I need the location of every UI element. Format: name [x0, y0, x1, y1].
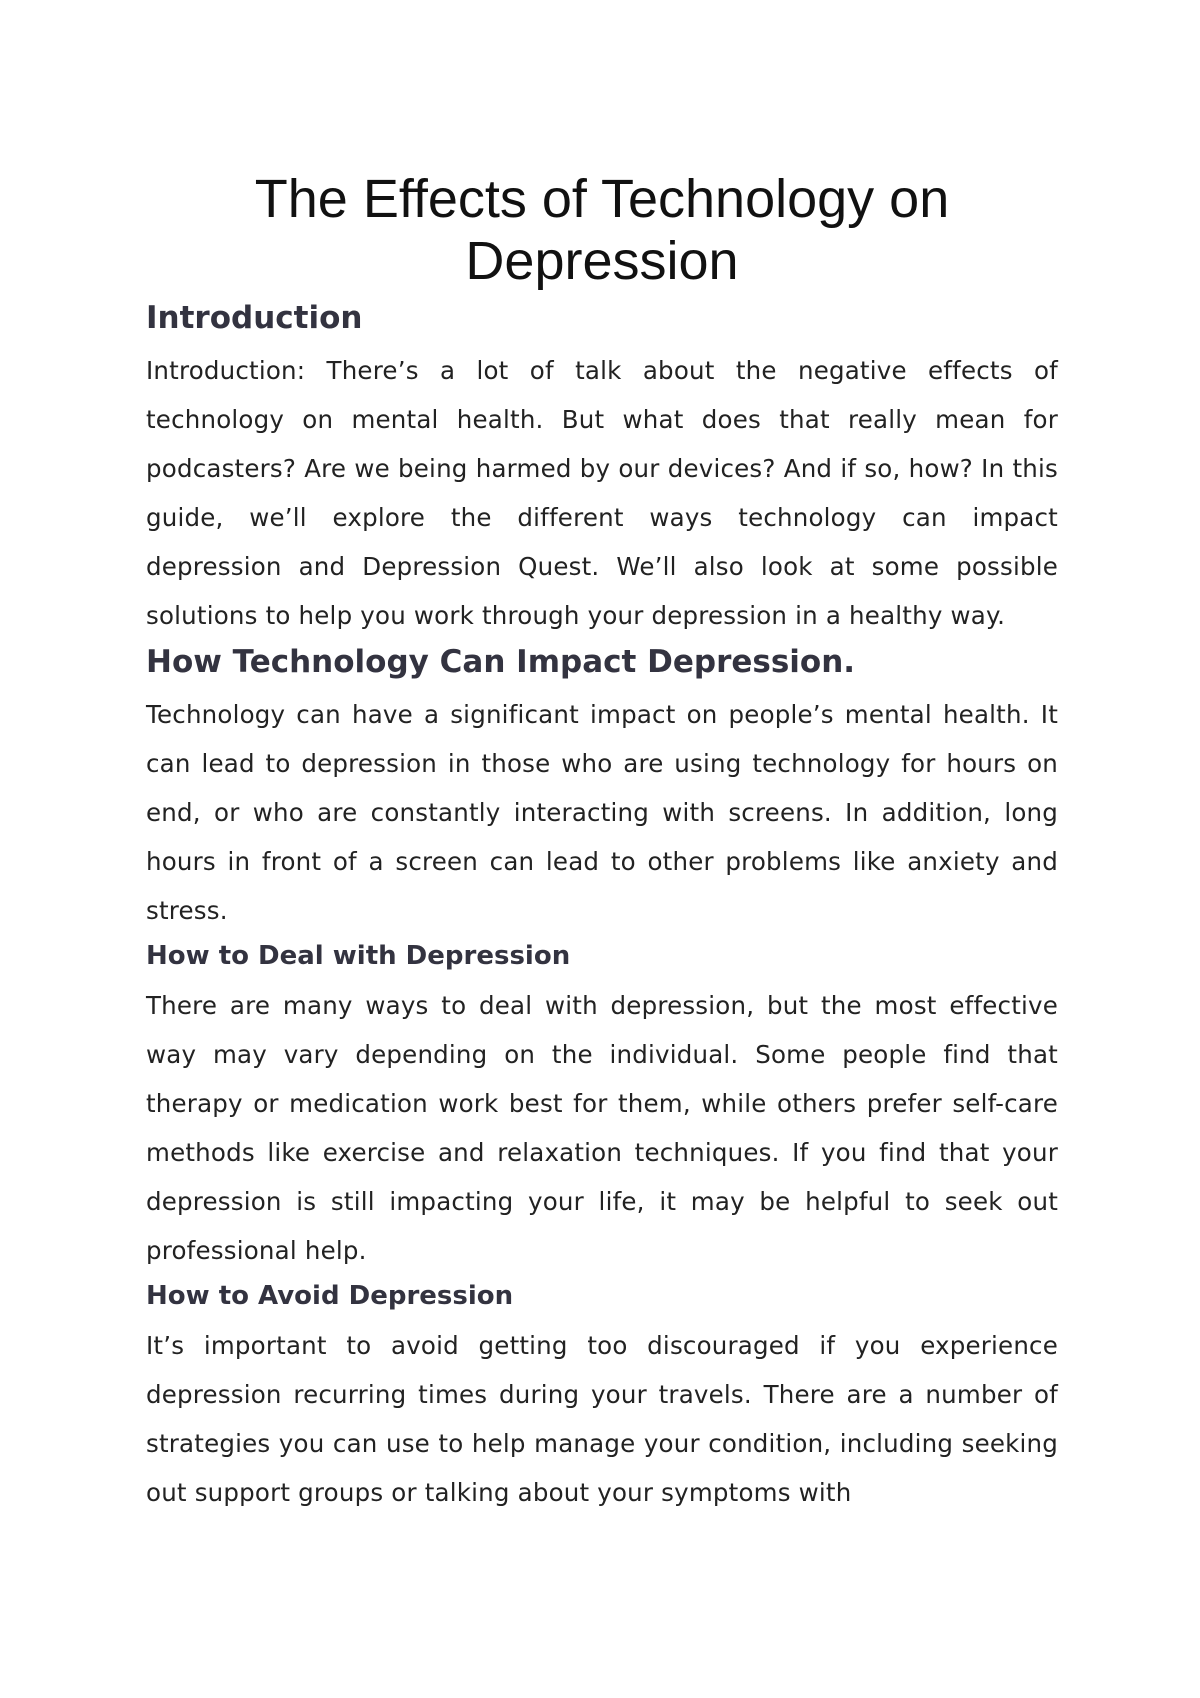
section-text-technology-impact: Technology can have a significant impact on people’s mental health. It can lead to depression in those who are using technology for hours on end, or who are constantly interacting with screens. In addition, long hours in front of a screen can lead to other problems like anxiety and stress. — [146, 700, 1058, 925]
document-title: The Effects of Technology on Depression — [254, 169, 950, 291]
section-text-avoid-depression: It’s important to avoid getting too discouraged if you experience depression recurring times during your travels. There are a number of strategies you can use to help manage your condition, including seeking out support groups or talking about your symptoms with — [146, 1331, 1058, 1507]
section-text-introduction: Introduction: There’s a lot of talk about the negative effects of technology on mental health. But what does that really mean for podcasters? Are we being harmed by our devices? And if so, how? In this guide, we’ll explore the different ways technology can impact depression and Depression Quest. We’ll also look at some possible solutions to help you work through your depression in a healthy way. — [146, 356, 1058, 630]
section-heading-avoid-depression: How to Avoid Depression — [146, 1281, 514, 1311]
document-content — [146, 168, 1058, 1517]
section-heading-technology-impact: How Technology Can Impact Depression. — [146, 644, 856, 680]
section-heading-deal-with-depression: How to Deal with Depression — [146, 941, 571, 971]
section-text-deal-with-depression: There are many ways to deal with depression, but the most effective way may vary depending on the individual. Some people find that therapy or medication work best for them, while others prefer self-care methods like exercise and relaxation techniques. If you find that your depression is still impacting your life, it may be helpful to seek out professional help. — [146, 991, 1058, 1265]
section-heading-introduction: Introduction — [146, 300, 363, 336]
